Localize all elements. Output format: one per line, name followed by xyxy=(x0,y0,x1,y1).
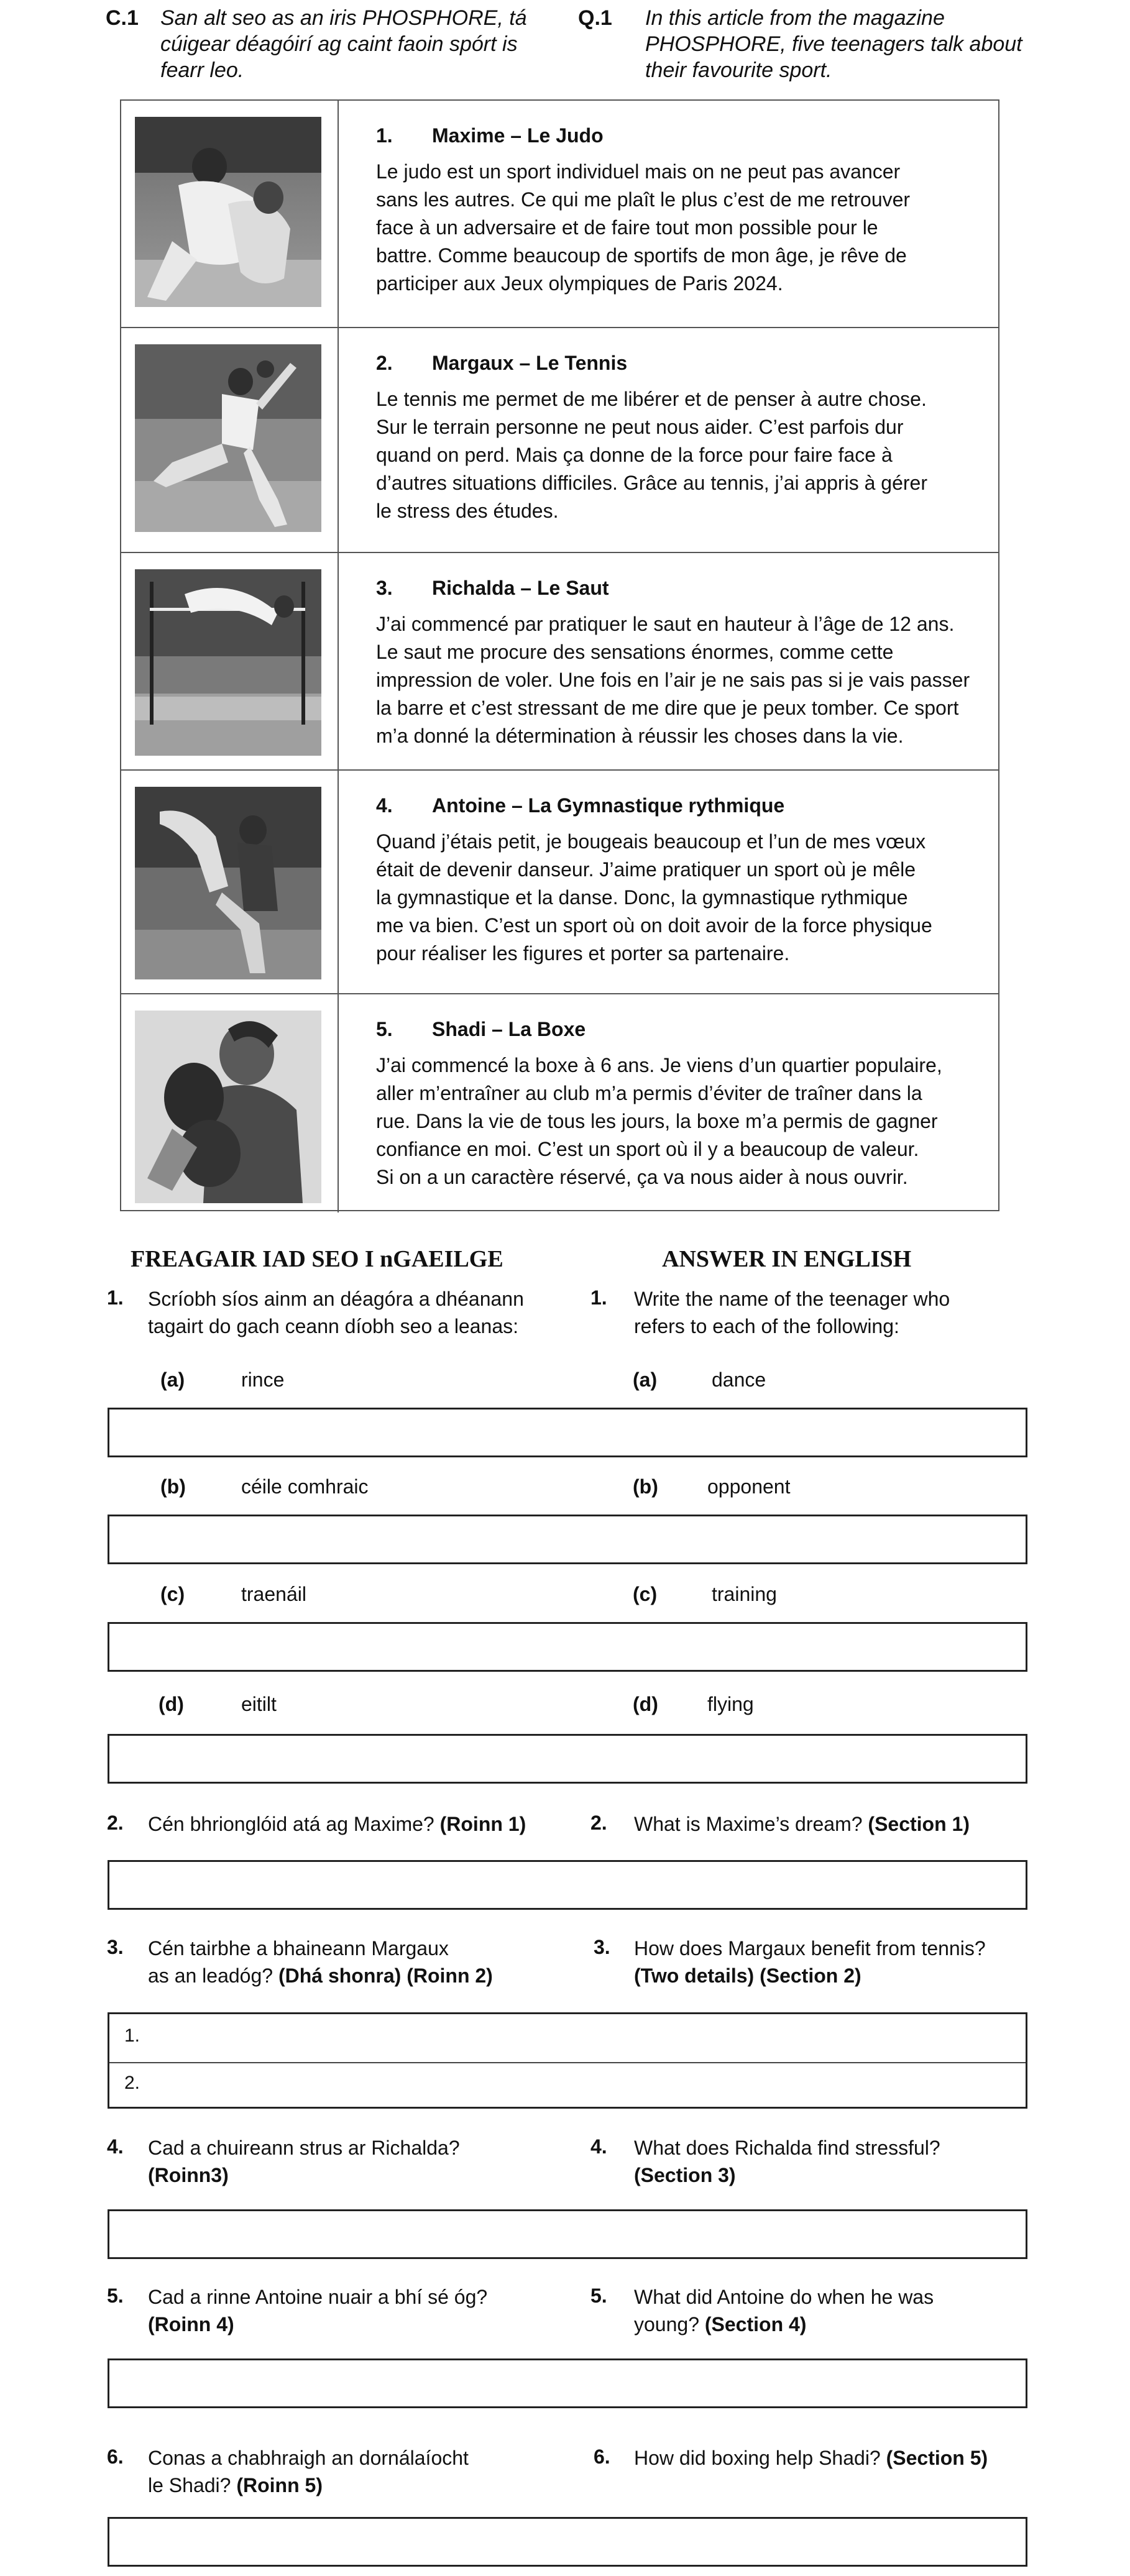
q6-english-text: How did boxing help Shadi? (Section 5) xyxy=(634,2447,988,2469)
q1c-letter-irish: (c) xyxy=(160,1583,185,1605)
q1a-answer-box[interactable] xyxy=(108,1408,1027,1457)
q3-number-irish: 3. xyxy=(107,1936,124,1958)
article-section-judo xyxy=(121,101,998,328)
q2-answer-box[interactable] xyxy=(108,1860,1027,1910)
q1d-irish-word: eitilt xyxy=(241,1693,277,1715)
q2-irish-text: Cén bhrionglóid atá ag Maxime? (Roinn 1) xyxy=(148,1813,526,1835)
q6-number-english: 6. xyxy=(594,2445,610,2468)
tennis-photo xyxy=(135,344,321,532)
q1b-english-word: opponent xyxy=(707,1475,791,1498)
section-text: J’ai commencé la boxe à 6 ans. Je viens d’un quartier populaire, aller m’entraîner au club m’a permis d’éviter de traîner dans la rue. Dans la vie de tous les jours, la boxe m’a permis de gagner confiance en moi. C’est un sport où il y a beaucoup de valeur. Si on a un caractère réservé, ça va nous aider à nous ouvrir. xyxy=(376,1054,942,1188)
q1c-irish-word: traenáil xyxy=(241,1583,306,1605)
q4-irish-text: Cad a chuireann strus ar Richalda? (Roinn3) xyxy=(148,2137,460,2186)
q3-irish-text: Cén tairbhe a bhaineann Margaux as an leadóg? (Dhá shonra) (Roinn 2) xyxy=(148,1937,493,1987)
q5-irish-text: Cad a rinne Antoine nuair a bhí sé óg? (Roinn 4) xyxy=(148,2286,488,2335)
english-intro: In this article from the magazine PHOSPHORE, five teenagers talk about their favourite sport. xyxy=(645,6,1022,82)
q1a-letter-english: (a) xyxy=(633,1368,658,1391)
q1a-irish-word: rince xyxy=(241,1368,285,1391)
q1d-letter-english: (d) xyxy=(633,1693,658,1715)
q1c-letter-english: (c) xyxy=(633,1583,658,1605)
q1d-answer-box[interactable] xyxy=(108,1734,1027,1784)
q1a-letter-irish: (a) xyxy=(160,1368,185,1391)
q2-number-english: 2. xyxy=(590,1812,607,1834)
article-section-boxing xyxy=(121,994,998,1212)
q6-irish-text: Conas a chabhraigh an dornálaíocht le Shadi? (Roinn 5) xyxy=(148,2447,469,2496)
q1c-english-word: training xyxy=(712,1583,777,1605)
q5-answer-box[interactable] xyxy=(108,2358,1027,2408)
q5-english-text: What did Antoine do when he was young? (Section 4) xyxy=(634,2286,934,2335)
english-column-heading: ANSWER IN ENGLISH xyxy=(662,1246,912,1272)
section-text: Le tennis me permet de me libérer et de penser à autre chose. Sur le terrain personne ne peut nous aider. C’est parfois dur quand on perd. Mais ça donne de la force pour faire face à d’autres situations difficiles. Grâce au tennis, j’ai appris à gérer le stress des études. xyxy=(376,388,927,522)
article-section-tennis xyxy=(121,328,998,553)
q4-number-english: 4. xyxy=(590,2135,607,2158)
article-section-high-jump xyxy=(121,553,998,771)
q3-answer-label-2: 2. xyxy=(124,2073,140,2093)
q3-answer-box[interactable] xyxy=(108,2012,1027,2109)
q1a-english-word: dance xyxy=(712,1368,766,1391)
q4-answer-box[interactable] xyxy=(108,2209,1027,2259)
irish-column-heading: FREAGAIR IAD SEO I nGAEILGE xyxy=(131,1246,503,1272)
section-title: 1. Maxime – Le Judo xyxy=(376,124,604,147)
q1b-letter-english: (b) xyxy=(633,1475,658,1498)
section-title: 4. Antoine – La Gymnastique rythmique xyxy=(376,794,785,817)
q1b-letter-irish: (b) xyxy=(160,1475,186,1498)
section-text: J’ai commencé par pratiquer le saut en hauteur à l’âge de 12 ans. Le saut me procure des sensations énormes, comme cette impression de voler. Une fois en l’air je ne sais pas si je vais passer la barre et c’est stressant de me dire que je peux tomber. Ce sport m’a donné la détermination à réussir les choses dans la vie. xyxy=(376,613,970,747)
section-text: Le judo est un sport individuel mais on ne peut pas avancer sans les autres. Ce qui me plaît le plus c’est de me retrouver face à un adversaire et de faire tout mon possible pour le battre. Comme beaucoup de sportifs de mon âge, je rêve de participer aux Jeux olympiques de Paris 2024. xyxy=(376,160,911,295)
irish-question-number: C.1 xyxy=(106,6,139,30)
q5-number-english: 5. xyxy=(590,2285,607,2307)
boxing-photo xyxy=(135,1011,321,1203)
q1b-answer-box[interactable] xyxy=(108,1515,1027,1564)
judo-photo xyxy=(135,117,321,307)
gymnastics-photo xyxy=(135,787,321,979)
q1-number-english: 1. xyxy=(590,1286,607,1309)
english-question-number: Q.1 xyxy=(578,6,612,30)
q1-number-irish: 1. xyxy=(107,1286,124,1309)
q1-irish-text: Scríobh síos ainm an déagóra a dhéanann tagairt do gach ceann díobh seo a leanas: xyxy=(148,1288,524,1337)
q1d-english-word: flying xyxy=(707,1693,754,1715)
irish-intro: San alt seo as an iris PHOSPHORE, tá cúigear déagóirí ag caint faoin spórt is fearr leo. xyxy=(160,6,527,82)
q2-number-irish: 2. xyxy=(107,1812,124,1834)
q1b-irish-word: céile comhraic xyxy=(241,1475,369,1498)
q5-number-irish: 5. xyxy=(107,2285,124,2307)
q6-answer-box[interactable] xyxy=(108,2517,1027,2567)
section-text: Quand j’étais petit, je bougeais beaucoup et l’un de mes vœux était de devenir danseur. J’aime pratiquer un sport où je mêle la gymnastique et la danse. Donc, la gymnastique rythmique me va bien. C’est un sport où on doit avoir de la force physique pour réaliser les figures et porter sa partenaire. xyxy=(376,830,932,965)
article-section-gymnastics xyxy=(121,771,998,994)
article-table xyxy=(120,99,999,1211)
section-title: 2. Margaux – Le Tennis xyxy=(376,352,628,374)
q2-english-text: What is Maxime’s dream? (Section 1) xyxy=(634,1813,970,1835)
q3-english-text: How does Margaux benefit from tennis? (Two details) (Section 2) xyxy=(634,1937,986,1987)
q1-english-text: Write the name of the teenager who refers to each of the following: xyxy=(634,1288,950,1337)
q3-answer-label-1: 1. xyxy=(124,2025,140,2046)
high-jump-photo xyxy=(135,569,321,756)
q4-number-irish: 4. xyxy=(107,2135,124,2158)
q6-number-irish: 6. xyxy=(107,2445,124,2468)
section-title: 5. Shadi – La Boxe xyxy=(376,1018,586,1040)
q1c-answer-box[interactable] xyxy=(108,1622,1027,1672)
q4-english-text: What does Richalda find stressful? (Section 3) xyxy=(634,2137,940,2186)
q1d-letter-irish: (d) xyxy=(158,1693,184,1715)
q3-number-english: 3. xyxy=(594,1936,610,1958)
section-title: 3. Richalda – Le Saut xyxy=(376,577,609,599)
